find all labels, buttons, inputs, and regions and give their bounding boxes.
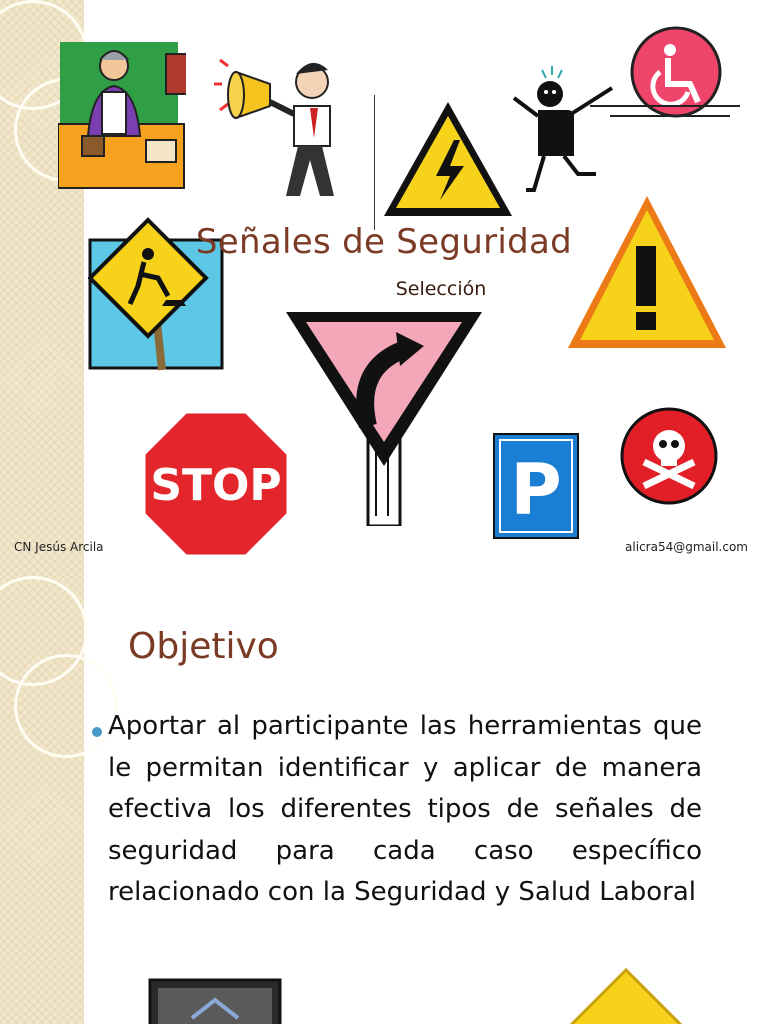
objective-text: Aportar al participante las herramientas que le permitan identificar y aplicar de manera efectiva los diferentes tipos de señales de seguridad para cada caso específico relacionado con la Seguridad y Salud Laboral [108,711,702,907]
megaphone-man-clipart-icon [214,52,358,202]
parking-sign-text: P [510,449,562,531]
parking-sign-icon [492,432,580,542]
footer-author: CN Jesús Arcila [14,540,104,554]
slide-heading: Objetivo [128,626,279,667]
decorative-ring [14,654,118,758]
toxic-skull-sign-icon [618,406,720,506]
yield-sign-icon [284,306,484,526]
wheelchair-sign-icon [590,20,740,130]
slide-2 [0,576,768,1024]
shopkeeper-clipart-icon [58,40,186,190]
slide-subtitle: Selección [395,278,487,300]
dark-sign-icon [148,978,282,1024]
stop-sign-icon [140,408,292,560]
slide-title: Señales de Seguridad [195,222,573,262]
warning-sign-icon [564,192,730,354]
divider-line [374,95,375,230]
yellow-sign-icon [566,966,686,1024]
electrical-hazard-sign-icon [380,98,516,220]
stop-sign-text: STOP [150,460,282,511]
bullet-icon [92,727,102,737]
footer-email: alicra54@gmail.com [625,540,748,554]
